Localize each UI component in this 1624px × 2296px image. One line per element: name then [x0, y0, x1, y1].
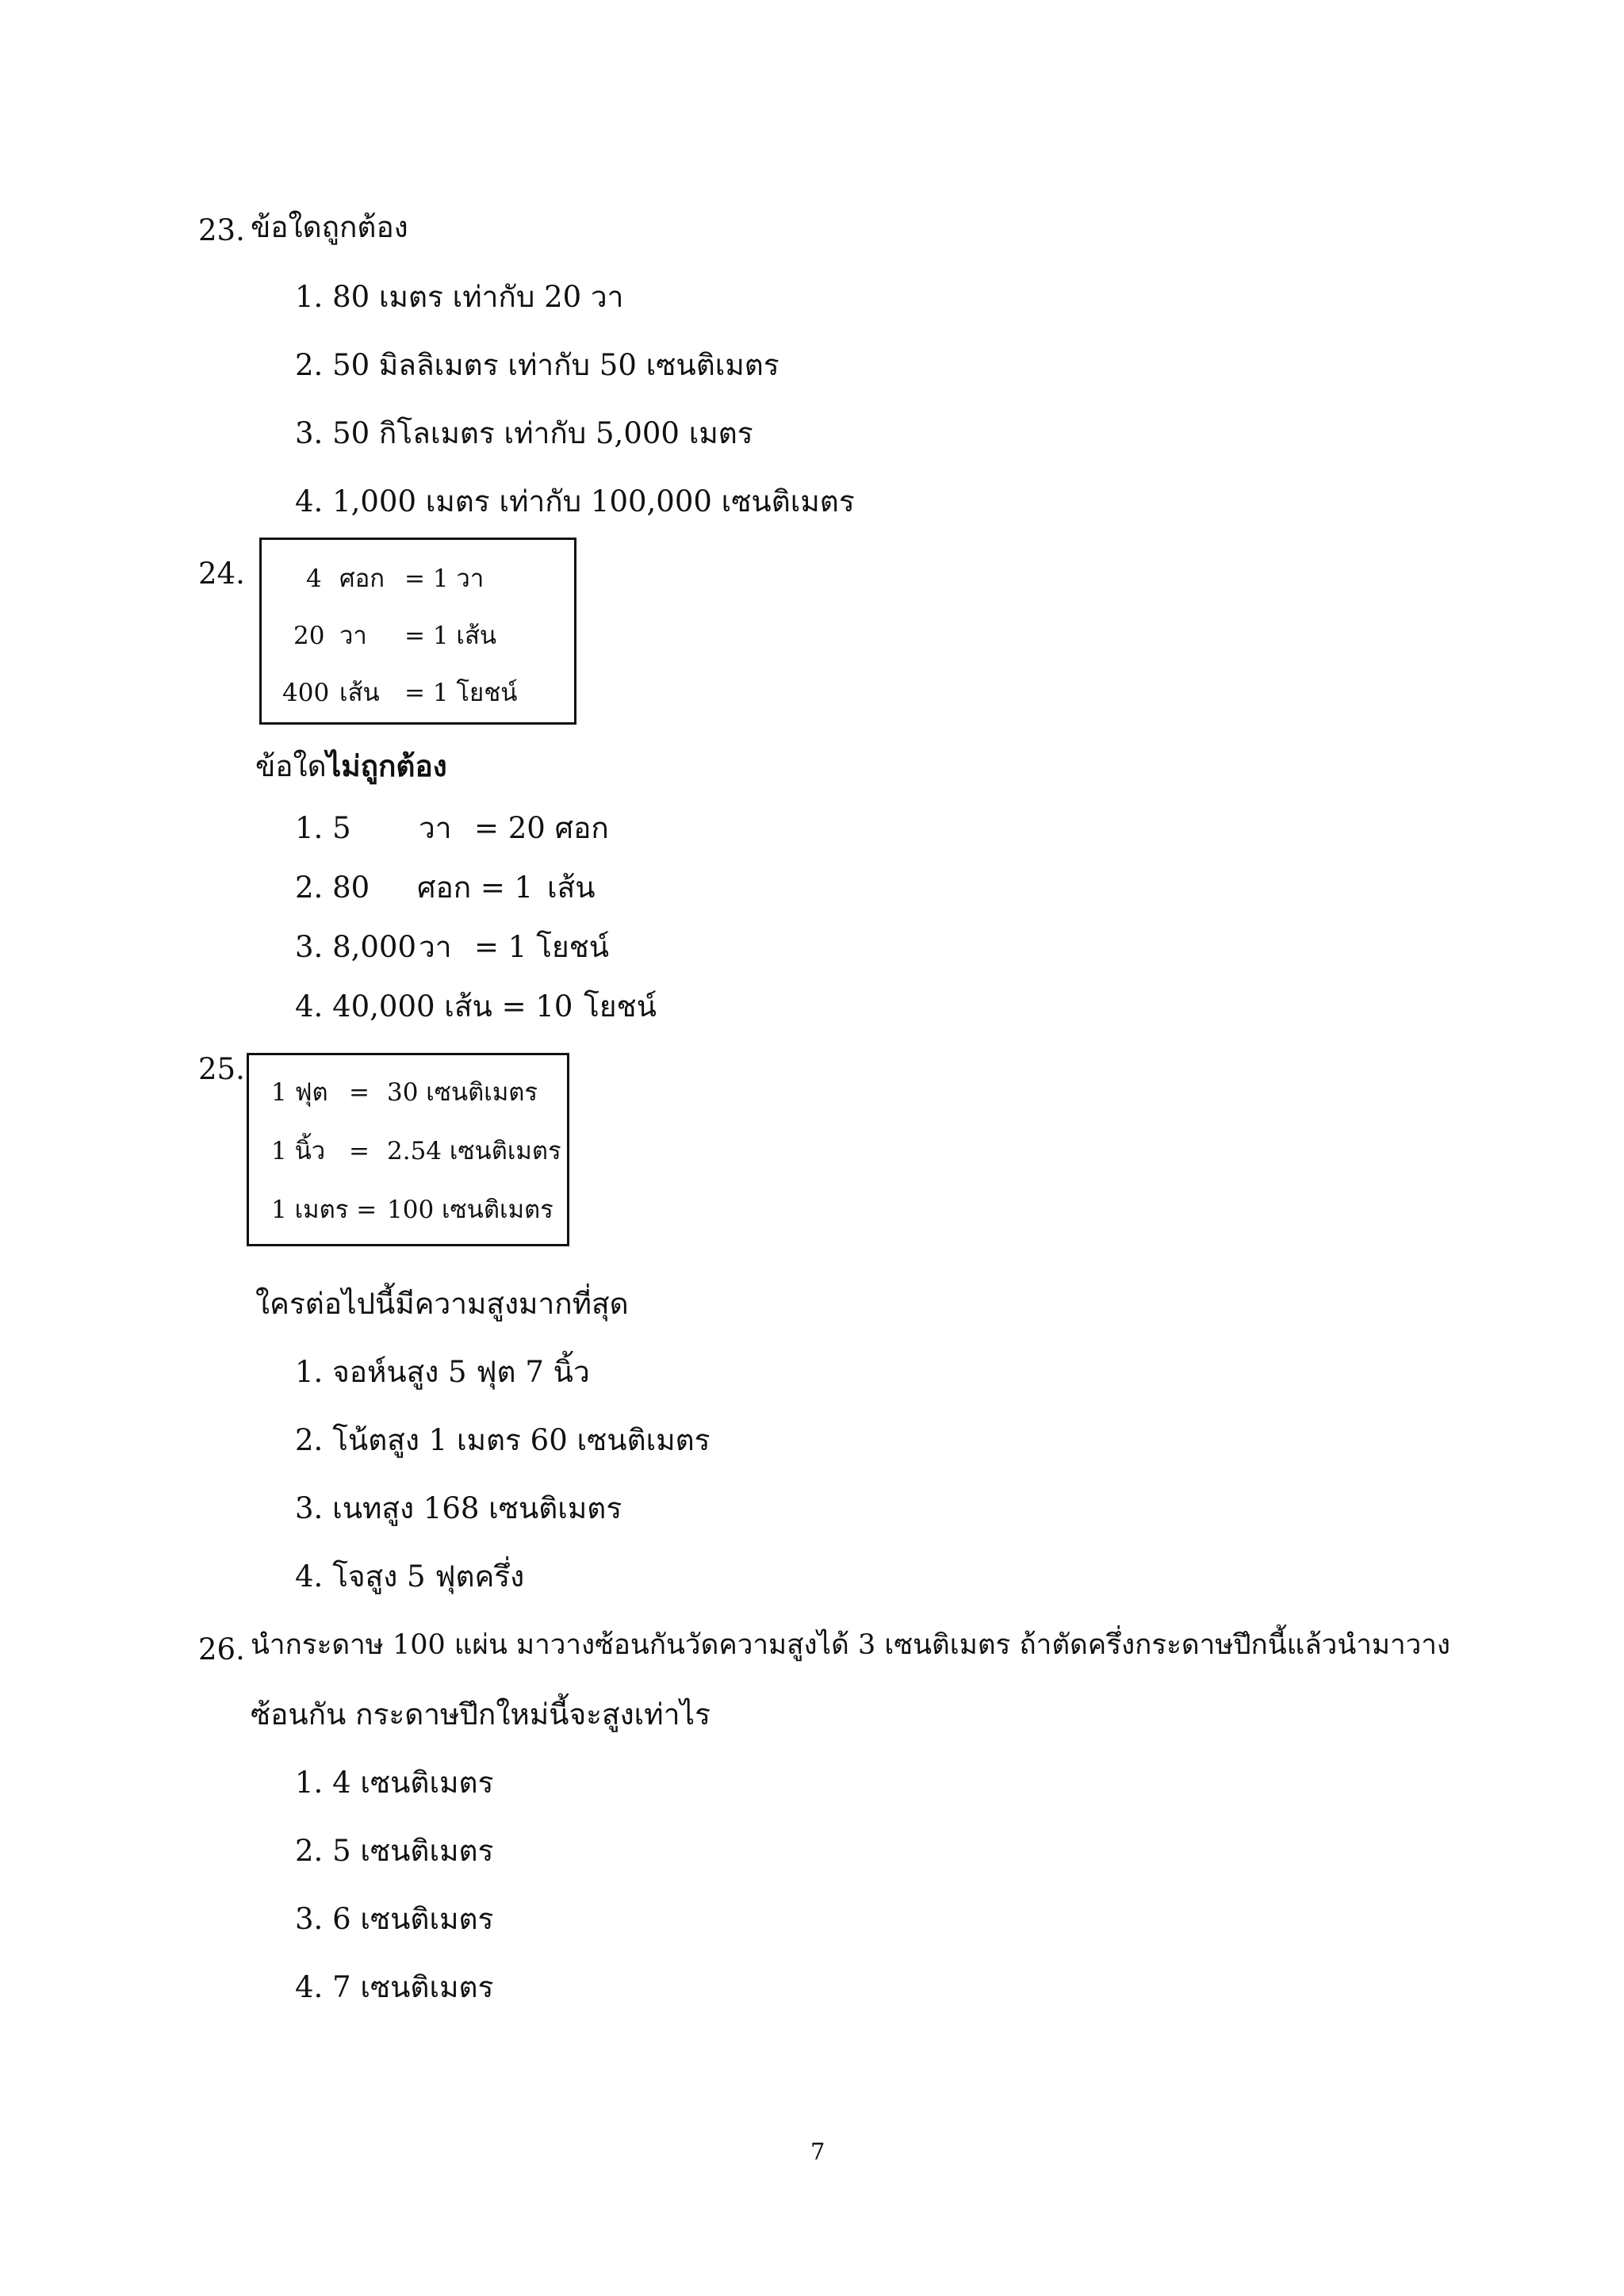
- question-24-number: 24.: [198, 557, 245, 591]
- q24-opt1-c: = 20 ศอก: [474, 811, 609, 845]
- question-24-unit-table: [259, 538, 576, 725]
- question-26-option-4: 4. 7 เซนติเมตร: [295, 1970, 494, 2004]
- q25-table-row-3-right: 100 เซนติเมตร: [387, 1196, 553, 1224]
- q24-opt3-a: 3. 8,000: [295, 930, 416, 964]
- question-24-text-emphasis: ไม่ถูกต้อง: [326, 748, 447, 783]
- q24-table-row-1-unit: ศอก: [339, 564, 385, 593]
- page-number: 7: [810, 2138, 825, 2165]
- q24-opt2-c: เส้น: [547, 871, 596, 905]
- q24-opt3-c: = 1 โยชน์: [474, 930, 610, 964]
- q25-table-row-3-left: 1 เมตร =: [271, 1196, 377, 1224]
- question-23-text: ข้อใดถูกต้อง: [251, 210, 408, 244]
- q24-opt4-c: โยชน์: [584, 989, 657, 1024]
- q25-table-row-1-eq: =: [349, 1078, 370, 1107]
- q24-opt1-b: วา: [419, 811, 452, 845]
- question-26-option-1: 1. 4 เซนติเมตร: [295, 1766, 494, 1800]
- question-25-option-3: 3. เนทสูง 168 เซนติเมตร: [295, 1491, 622, 1525]
- q25-table-row-1-right: 30 เซนติเมตร: [387, 1078, 538, 1107]
- q24-table-row-3-eq: = 1 โยชน์: [404, 679, 518, 707]
- question-23-option-3: 3. 50 กิโลเมตร เท่ากับ 5,000 เมตร: [295, 416, 753, 450]
- question-25-unit-table: [247, 1053, 569, 1246]
- q24-table-row-1-eq: = 1 วา: [404, 564, 485, 593]
- question-25-number: 25.: [198, 1052, 245, 1086]
- q24-opt3-b: วา: [419, 930, 452, 964]
- q25-table-row-2-left: 1 นิ้ว: [271, 1137, 326, 1165]
- q24-table-row-1-qty: 4: [306, 564, 322, 593]
- question-25-option-2: 2. โน้ตสูง 1 เมตร 60 เซนติเมตร: [295, 1423, 710, 1457]
- question-24-text: [255, 748, 447, 783]
- q24-opt2-b: ศอก = 1: [417, 871, 534, 905]
- question-23-option-4: 4. 1,000 เมตร เท่ากับ 100,000 เซนติเมตร: [295, 484, 855, 519]
- q24-table-row-2-qty: 20: [293, 622, 325, 650]
- q24-opt2-a: 2. 80: [295, 871, 370, 905]
- question-26-option-3: 3. 6 เซนติเมตร: [295, 1902, 494, 1936]
- q24-opt4-a: 4. 40,000 เส้น = 10: [295, 989, 573, 1024]
- q25-table-row-1-left: 1 ฟุต: [271, 1078, 328, 1107]
- q25-table-row-2-right: 2.54 เซนติเมตร: [387, 1137, 561, 1165]
- q24-opt1-a: 1. 5: [295, 811, 351, 845]
- question-26-option-2: 2. 5 เซนติเมตร: [295, 1834, 494, 1868]
- question-24-text-prefix: ข้อใด: [255, 749, 327, 783]
- question-23-option-1: 1. 80 เมตร เท่ากับ 20 วา: [295, 280, 624, 314]
- question-26-text-line-1: นำกระดาษ 100 แผ่น มาวางซ้อนกันวัดความสูงได้ 3 เซนติเมตร ถ้าตัดครึ่งกระดาษปึกนี้แล้วนำมาวาง: [251, 1629, 1451, 1661]
- q24-table-row-3-qty: 400: [282, 679, 330, 707]
- q25-table-row-2-eq: =: [349, 1137, 370, 1165]
- question-25-option-4: 4. โจสูง 5 ฟุตครึ่ง: [295, 1559, 525, 1594]
- question-26-number: 26.: [198, 1632, 245, 1667]
- question-23-option-2: 2. 50 มิลลิเมตร เท่ากับ 50 เซนติเมตร: [295, 348, 779, 382]
- q24-table-row-2-unit: วา: [339, 622, 367, 650]
- q24-table-row-3-unit: เส้น: [339, 679, 380, 707]
- question-25-text: ใครต่อไปนี้มีความสูงมากที่สุด: [255, 1287, 629, 1321]
- question-25-option-1: 1. จอห์นสูง 5 ฟุต 7 นิ้ว: [295, 1355, 590, 1389]
- question-23-number: 23.: [198, 213, 245, 247]
- q24-table-row-2-eq: = 1 เส้น: [404, 622, 497, 650]
- question-26-text-line-2: ซ้อนกัน กระดาษปึกใหม่นี้จะสูงเท่าไร: [251, 1697, 710, 1732]
